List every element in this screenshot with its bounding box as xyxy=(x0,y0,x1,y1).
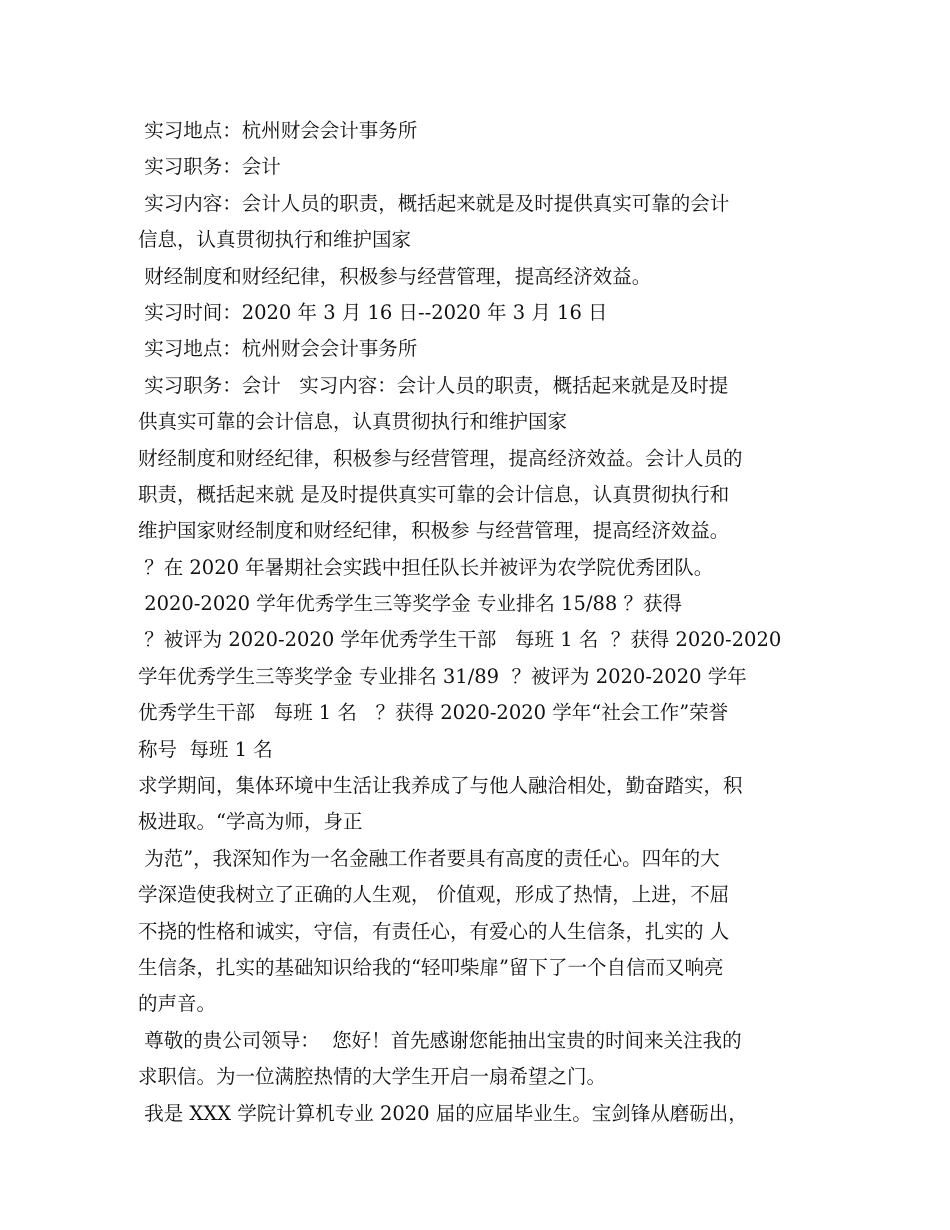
text-line: 极进取。“学高为师，身正 xyxy=(138,810,363,834)
text-line: 2020-2020 学年优秀学生三等奖学金 专业排名 15/88 ？获得 xyxy=(138,592,683,616)
text-line: 学深造使我树立了正确的人生观， 价值观，形成了热情，上进，不屈 xyxy=(138,883,730,907)
text-line: 为范”，我深知作为一名金融工作者要具有高度的责任心。四年的大 xyxy=(138,846,720,870)
text-line: 学年优秀学生三等奖学金 专业排名 31/89 ？被评为 2020-2020 学年 xyxy=(138,664,747,688)
document-body xyxy=(138,113,818,1132)
text-line: 生信条，扎实的基础知识给我的“轻叩柴扉”留下了一个自信而又响亮 xyxy=(138,955,724,979)
text-line: 求职信。为一位满腔热情的大学生开启一扇希望之门。 xyxy=(138,1065,607,1089)
text-line: 实习内容：会计人员的职责，概括起来就是及时提供真实可靠的会计 xyxy=(138,191,730,215)
text-line: 优秀学生干部 每班 1 名 ？获得 2020-2020 学年“社会工作”荣誉 xyxy=(138,701,729,725)
text-line: 的声音。 xyxy=(138,992,217,1016)
text-line: 实习职务：会计 xyxy=(138,155,281,179)
text-line: 职责，概括起来就 是及时提供真实可靠的会计信息，认真贯彻执行和 xyxy=(138,482,730,506)
text-line: 称号 每班 1 名 xyxy=(138,737,273,761)
text-line: 我是 XXX 学院计算机专业 2020 届的应届毕业生。宝剑锋从磨砺出， xyxy=(138,1101,748,1125)
text-line: 实习职务：会计 实习内容：会计人员的职责，概括起来就是及时提 xyxy=(138,373,729,397)
text-line: 供真实可靠的会计信息，认真贯彻执行和维护国家 xyxy=(138,410,568,434)
text-line: 实习时间：2020 年 3 月 16 日--2020 年 3 月 16 日 xyxy=(138,300,608,324)
text-line: 实习地点：杭州财会会计事务所 xyxy=(138,337,418,361)
text-line: ？在 2020 年暑期社会实践中担任队长并被评为农学院优秀团队。 xyxy=(138,555,714,579)
text-line: 不挠的性格和诚实，守信，有责任心，有爱心的人生信条，扎实的 人 xyxy=(138,919,730,943)
text-line: ？被评为 2020-2020 学年优秀学生干部 每班 1 名 ？获得 2020-2020 xyxy=(138,628,782,652)
text-line: 实习地点：杭州财会会计事务所 xyxy=(138,119,418,142)
text-line: 信息，认真贯彻执行和维护国家 xyxy=(138,228,412,252)
text-line: 财经制度和财经纪律，积极参与经营管理，提高经济效益。会计人员的 xyxy=(138,446,743,470)
text-line: 财经制度和财经纪律，积极参与经营管理，提高经济效益。 xyxy=(138,264,652,288)
text-line: 维护国家财经制度和财经纪律，积极参 与经营管理，提高经济效益。 xyxy=(138,519,730,543)
text-line: 求学期间，集体环境中生活让我养成了与他人融洽相处，勤奋踏实，积 xyxy=(138,774,743,798)
text-line: 尊敬的贵公司领导： 您好！首先感谢您能抽出宝贵的时间来关注我的 xyxy=(138,1028,742,1052)
